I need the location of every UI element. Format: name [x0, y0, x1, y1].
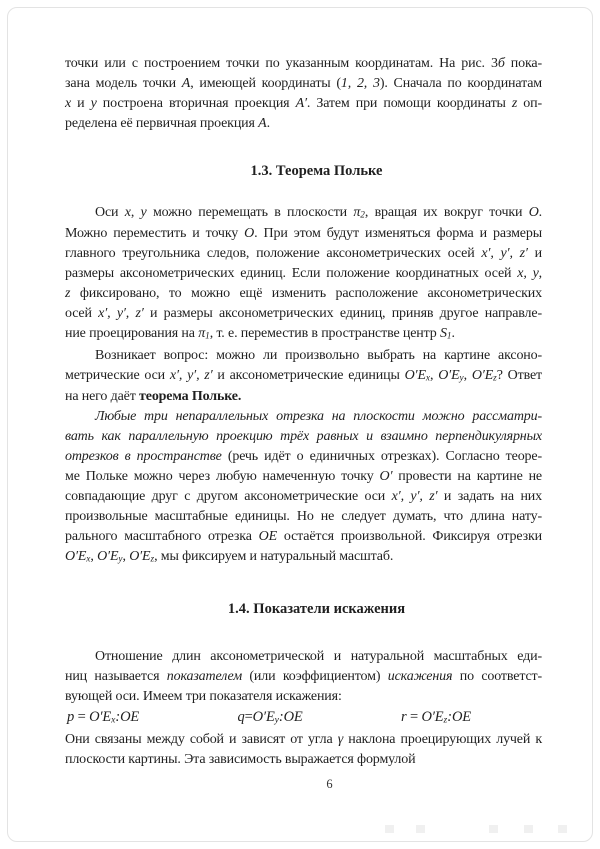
scan-artifact [416, 825, 425, 833]
text-line: точки или с построением точки по указанным координатам. На рис. 3б пока- [65, 56, 542, 71]
scan-artifact [385, 825, 394, 833]
text-line: O′Ex, O′Ey, O′Ez, мы фиксируем и натуральный масштаб. [65, 549, 394, 565]
text-line: ние проецирования на π1, т. е. переместив в пространстве центр S1. [65, 326, 455, 342]
paragraph-gamma [65, 730, 542, 770]
page-text [65, 54, 542, 770]
text-line: отрезков в пространстве (речь идёт о единичных отрезках). Согласно теоре- [65, 449, 542, 465]
paragraph-distortion [65, 647, 542, 707]
scan-artifact [524, 825, 533, 833]
scan-artifact [489, 825, 498, 833]
formula-r: r = O′Ez:OE [400, 708, 471, 726]
text-line: Можно переместить и точку O. При этом будут изменяться форма и размеры [65, 226, 542, 242]
text-line: главного треугольника следов, положение аксонометрических осей x′, y′, z′ и [65, 246, 542, 262]
text-line: ределена её первичная проекция A. [65, 116, 270, 131]
heading-1-3: 1.3. Теорема Польке [250, 163, 383, 179]
text-line: метрические оси x′, y′, z′ и аксонометрические единицы O′Ex, O′Ey, O′Ez? Ответ [65, 367, 542, 383]
text-line: Они связаны между собой и зависят от угла γ наклона проецирующих лучей к [65, 732, 542, 748]
heading-1-4: 1.4. Показатели искажения [227, 600, 406, 617]
text-line: вующей оси. Имеем три показателя искажения: [65, 688, 342, 704]
text-line: размеры аксонометрических единиц. Если положение координатных осей x, y, [65, 266, 542, 282]
page-number: 6 [326, 777, 333, 791]
text-line: z фиксировано, то можно ещё изменить расположение аксонометрических [65, 286, 542, 302]
text-line: Оси x, y можно перемещать в плоскости π2, вращая их вокруг точки O. [95, 205, 543, 220]
paragraph-question [65, 346, 542, 407]
text-line: произвольные масштабные единицы. Но не следует думать, что длина нату- [65, 509, 542, 525]
paragraph-axes [65, 203, 542, 346]
text-line: вать как параллельную проекцию трёх равных и взаимно перпендикулярных [65, 429, 542, 445]
text-line: зана модель точки A, имеющей координаты (1, 2, 3). Сначала по координатам [65, 76, 542, 91]
text-line: на него даёт теорема Польке. [65, 389, 242, 405]
formula-q: q=O′Ey:OE [237, 708, 303, 726]
paragraph-polke-theorem [65, 407, 542, 568]
text-line: Возникает вопрос: можно ли произвольно выбрать на картине аксоно- [95, 347, 542, 363]
paragraph-intro [65, 54, 542, 134]
text-line: рального масштабного отрезка OE остаётся произвольной. Фиксируя отрезки [65, 529, 542, 545]
text-line: ме Польке можно через любую намеченную точку O′ провести на картине не [65, 469, 542, 485]
text-line: Отношение длин аксонометрической и натуральной масштабных еди- [95, 648, 542, 664]
text-line: плоскости картины. Эта зависимость выражается формулой [65, 752, 416, 768]
formula-p: p = O′Ex:OE [67, 708, 140, 726]
text-line: совпадающие друг с другом аксонометрические оси x′, y′, z′ и задать на них [65, 489, 542, 505]
formula-row [67, 707, 471, 731]
text-line: ниц называется показателем (или коэффициентом) искажения по соответст- [65, 668, 542, 684]
text-line: Любые три непараллельных отрезка на плоскости можно рассматри- [95, 409, 542, 425]
text-line: x и y построена вторичная проекция A′. Затем при помощи координаты z оп- [65, 96, 542, 111]
text-line: осей x′, y′, z′ и размеры аксонометрических единиц, приняв другое направле- [65, 306, 542, 322]
scan-artifact [558, 825, 567, 833]
